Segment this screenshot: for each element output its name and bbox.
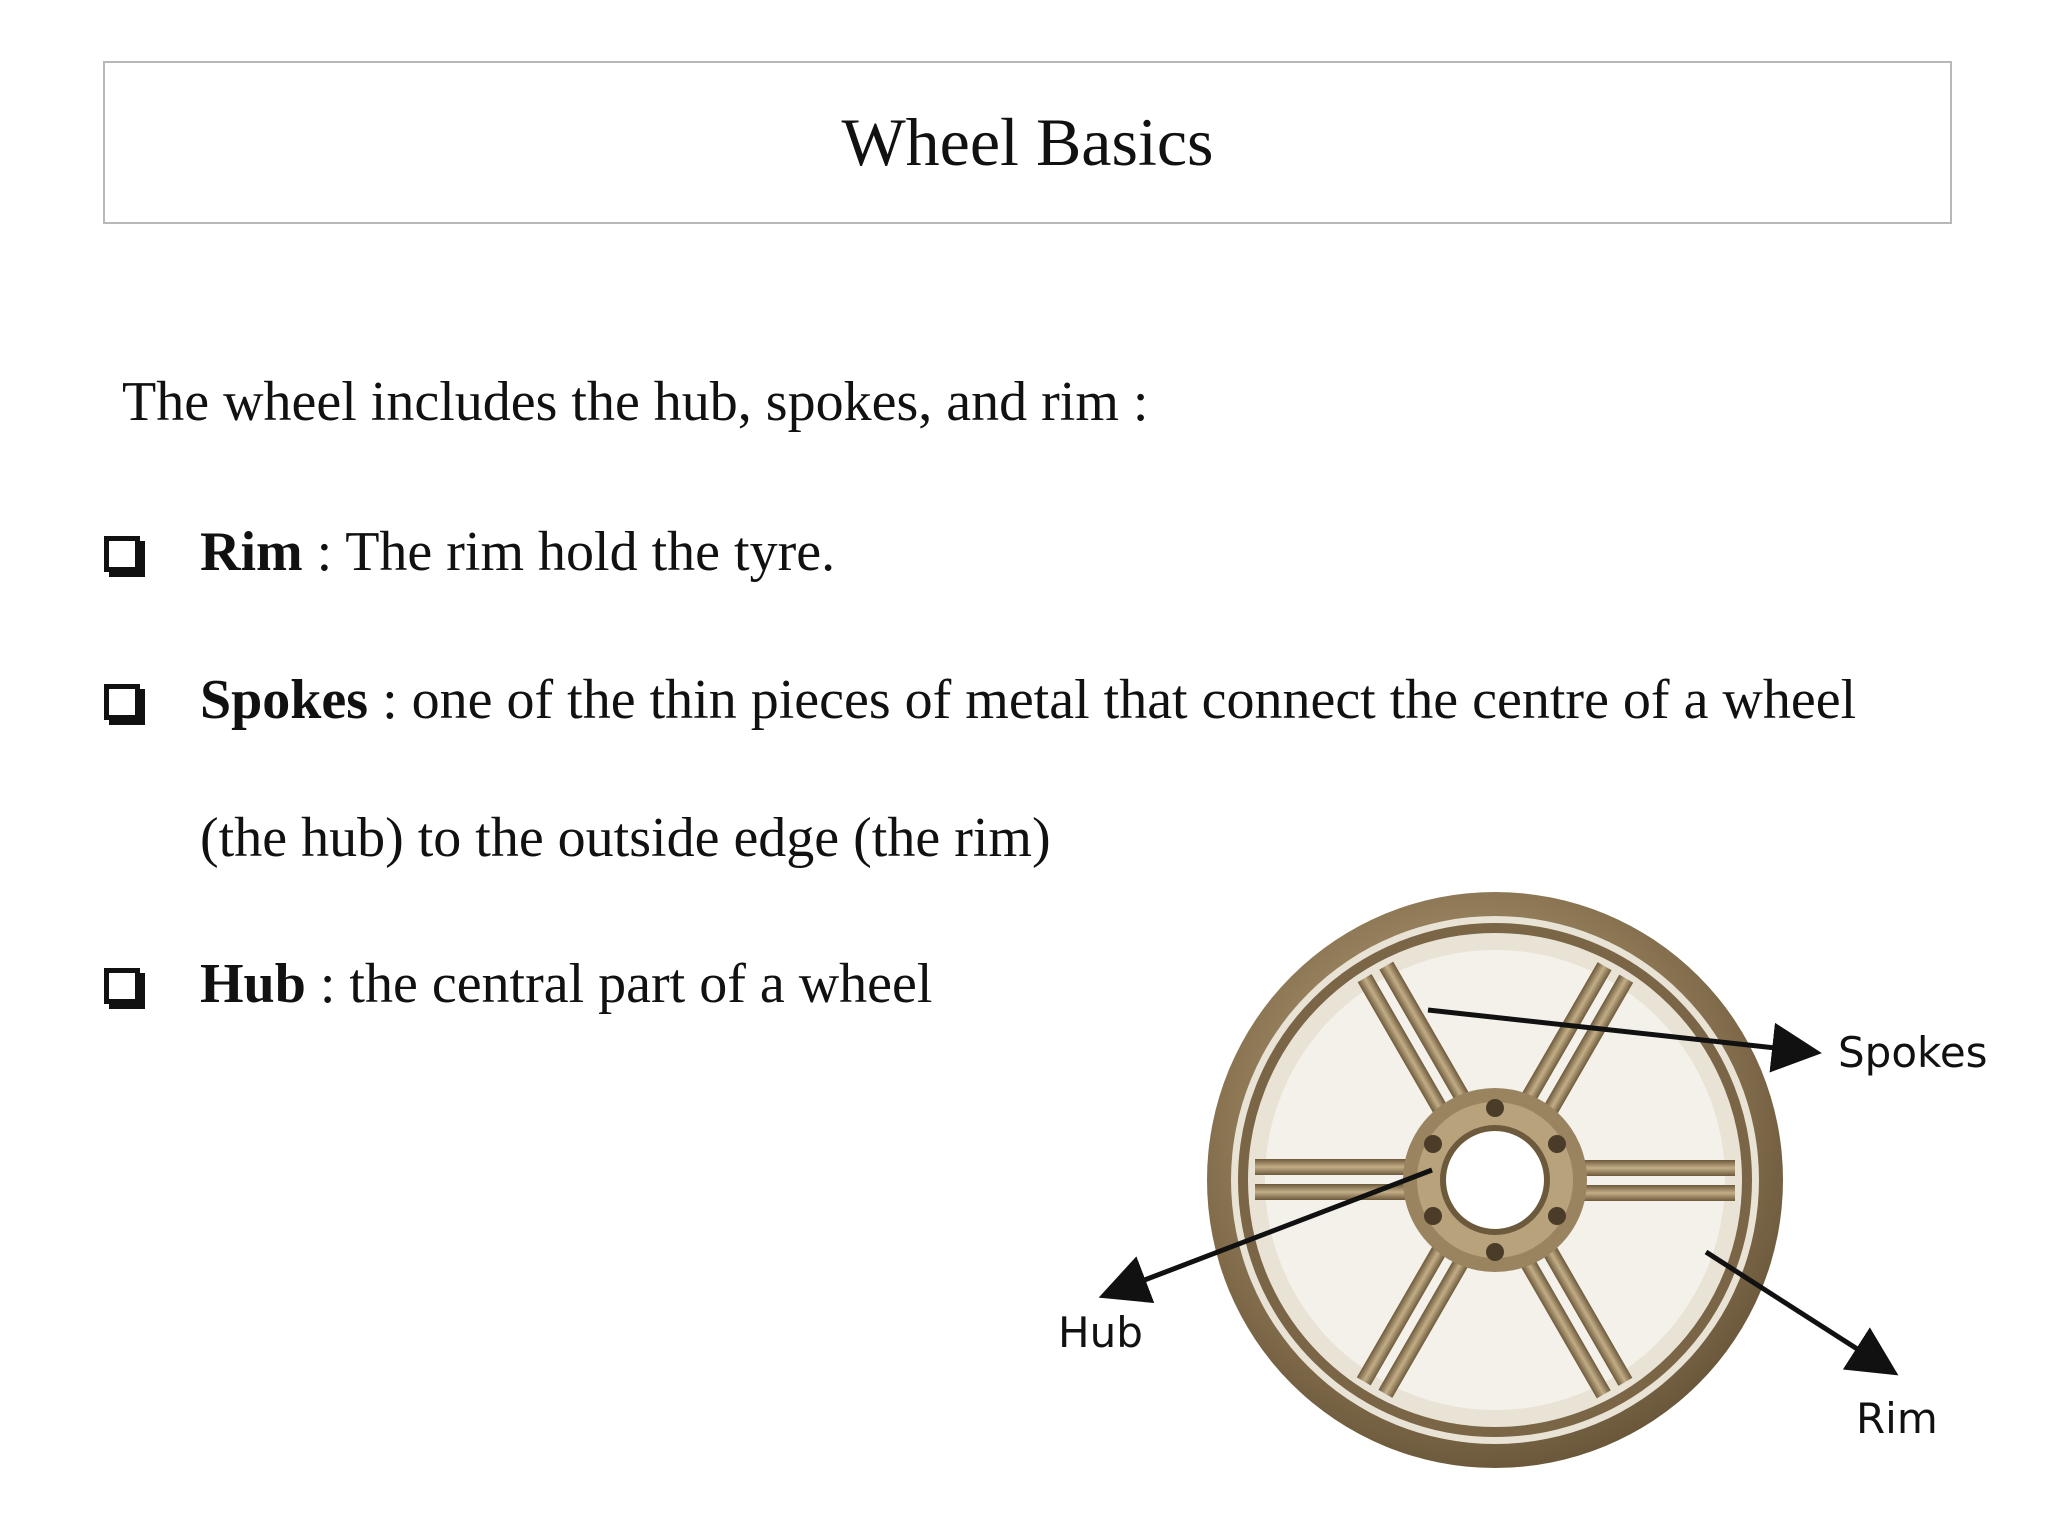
term-rim: Rim	[200, 521, 303, 583]
definition-spokes-continuation: (the hub) to the outside edge (the rim)	[200, 807, 1051, 869]
term-spokes: Spokes	[200, 669, 369, 731]
list-item-hub	[200, 950, 932, 1018]
checkbox-bullet-icon	[104, 968, 140, 1004]
spokes-label: Spokes	[1838, 1028, 1988, 1077]
title-box	[103, 61, 1952, 224]
intro-text: The wheel includes the hub, spokes, and rim :	[122, 371, 1149, 433]
wheel-diagram	[1020, 880, 2030, 1510]
page-title: Wheel Basics	[841, 103, 1214, 180]
checkbox-bullet-icon	[104, 684, 140, 720]
definition-rim: : The rim hold the tyre.	[302, 521, 836, 583]
hub-shape	[1403, 1088, 1587, 1272]
checkbox-bullet-icon	[104, 536, 140, 572]
list-item-rim	[200, 518, 835, 586]
definition-hub: : the central part of a wheel	[305, 953, 933, 1015]
term-hub: Hub	[200, 953, 306, 1015]
hub-label: Hub	[1058, 1308, 1143, 1357]
definition-spokes: : one of the thin pieces of metal that connect the centre of a wheel	[368, 669, 1857, 731]
list-item-spokes	[200, 666, 1856, 734]
rim-label: Rim	[1856, 1394, 1938, 1443]
